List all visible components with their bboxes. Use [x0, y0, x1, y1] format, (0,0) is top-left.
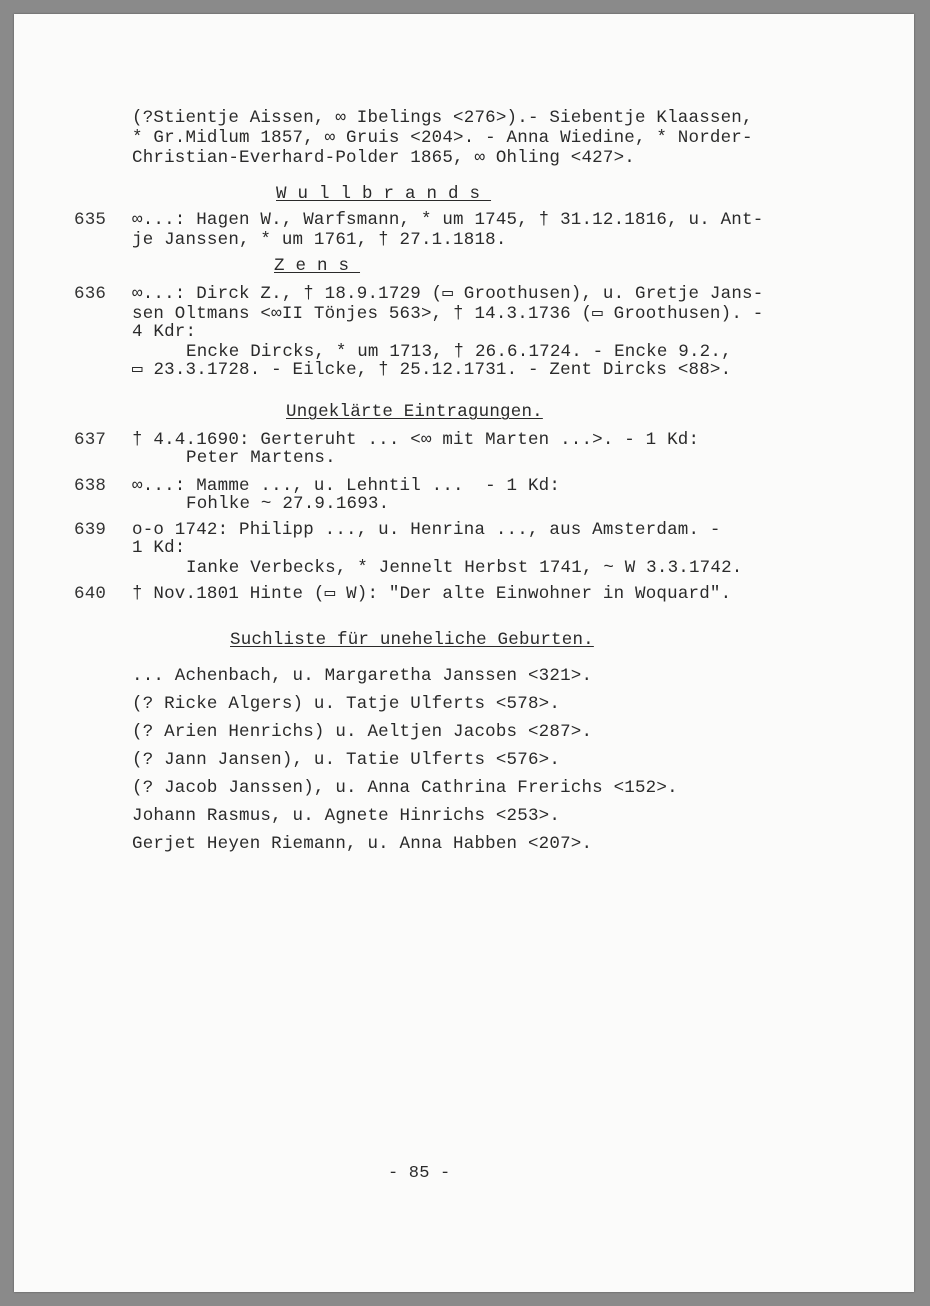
entry-number-639: 639: [74, 520, 107, 540]
entry-number-638: 638: [74, 476, 107, 496]
entry-639-line-3: Ianke Verbecks, * Jennelt Herbst 1741, ~ W 3.3.1742.: [186, 558, 743, 578]
entry-636-line-1: ∞...: Dirck Z., † 18.9.1729 (▭ Groothusen), u. Gretje Jans-: [132, 284, 764, 304]
search-list-item: ... Achenbach, u. Margaretha Janssen <321>.: [132, 666, 593, 686]
entry-636-line-3: 4 Kdr:: [132, 322, 197, 342]
entry-638-line-1: ∞...: Mamme ..., u. Lehntil ... - 1 Kd:: [132, 476, 561, 496]
entry-636-line-2: sen Oltmans <∞II Tönjes 563>, † 14.3.1736 (▭ Groothusen). -: [132, 304, 764, 324]
entry-635-line-2: je Janssen, * um 1761, † 27.1.1818.: [132, 230, 507, 250]
entry-639-line-2: 1 Kd:: [132, 538, 186, 558]
entry-637-line-2: Peter Martens.: [186, 448, 336, 468]
entry-636-line-5: ▭ 23.3.1728. - Eilcke, † 25.12.1731. - Zent Dircks <88>.: [132, 360, 732, 380]
entry-635-line-1: ∞...: Hagen W., Warfsmann, * um 1745, † 31.12.1816, u. Ant-: [132, 210, 764, 230]
search-list-item: Johann Rasmus, u. Agnete Hinrichs <253>.: [132, 806, 561, 826]
intro-line-2: * Gr.Midlum 1857, ∞ Gruis <204>. - Anna Wiedine, * Norder-: [132, 128, 753, 148]
section-heading-search-list: Suchliste für uneheliche Geburten.: [230, 630, 594, 650]
entry-number-640: 640: [74, 584, 107, 604]
entry-639-line-1: o-o 1742: Philipp ..., u. Henrina ..., aus Amsterdam. -: [132, 520, 721, 540]
search-list-item: Gerjet Heyen Riemann, u. Anna Habben <207>.: [132, 834, 593, 854]
search-list-item: (? Jacob Janssen), u. Anna Cathrina Frerichs <152>.: [132, 778, 678, 798]
search-list-item: (? Jann Jansen), u. Tatie Ulferts <576>.: [132, 750, 561, 770]
page-number: - 85 -: [388, 1164, 451, 1183]
section-heading-zens: Zens: [274, 256, 361, 276]
search-list-item: (? Ricke Algers) u. Tatje Ulferts <578>.: [132, 694, 561, 714]
intro-line-1: (?Stientje Aissen, ∞ Ibelings <276>).- Siebentje Klaassen,: [132, 108, 753, 128]
entry-640-line-1: † Nov.1801 Hinte (▭ W): "Der alte Einwohner in Woquard".: [132, 584, 732, 604]
section-heading-unclear: Ungeklärte Eintragungen.: [286, 402, 543, 422]
intro-line-3: Christian-Everhard-Polder 1865, ∞ Ohling <427>.: [132, 148, 635, 168]
section-heading-wullbrands: Wullbrands: [276, 184, 492, 204]
document-page: [14, 14, 914, 1292]
entry-637-line-1: † 4.4.1690: Gerteruht ... <∞ mit Marten ...>. - 1 Kd:: [132, 430, 700, 450]
search-list-item: (? Arien Henrichs) u. Aeltjen Jacobs <287>.: [132, 722, 593, 742]
entry-638-line-2: Fohlke ~ 27.9.1693.: [186, 494, 390, 514]
entry-number-635: 635: [74, 210, 107, 230]
entry-number-636: 636: [74, 284, 107, 304]
entry-number-637: 637: [74, 430, 107, 450]
entry-636-line-4: Encke Dircks, * um 1713, † 26.6.1724. - Encke 9.2.,: [186, 342, 732, 362]
